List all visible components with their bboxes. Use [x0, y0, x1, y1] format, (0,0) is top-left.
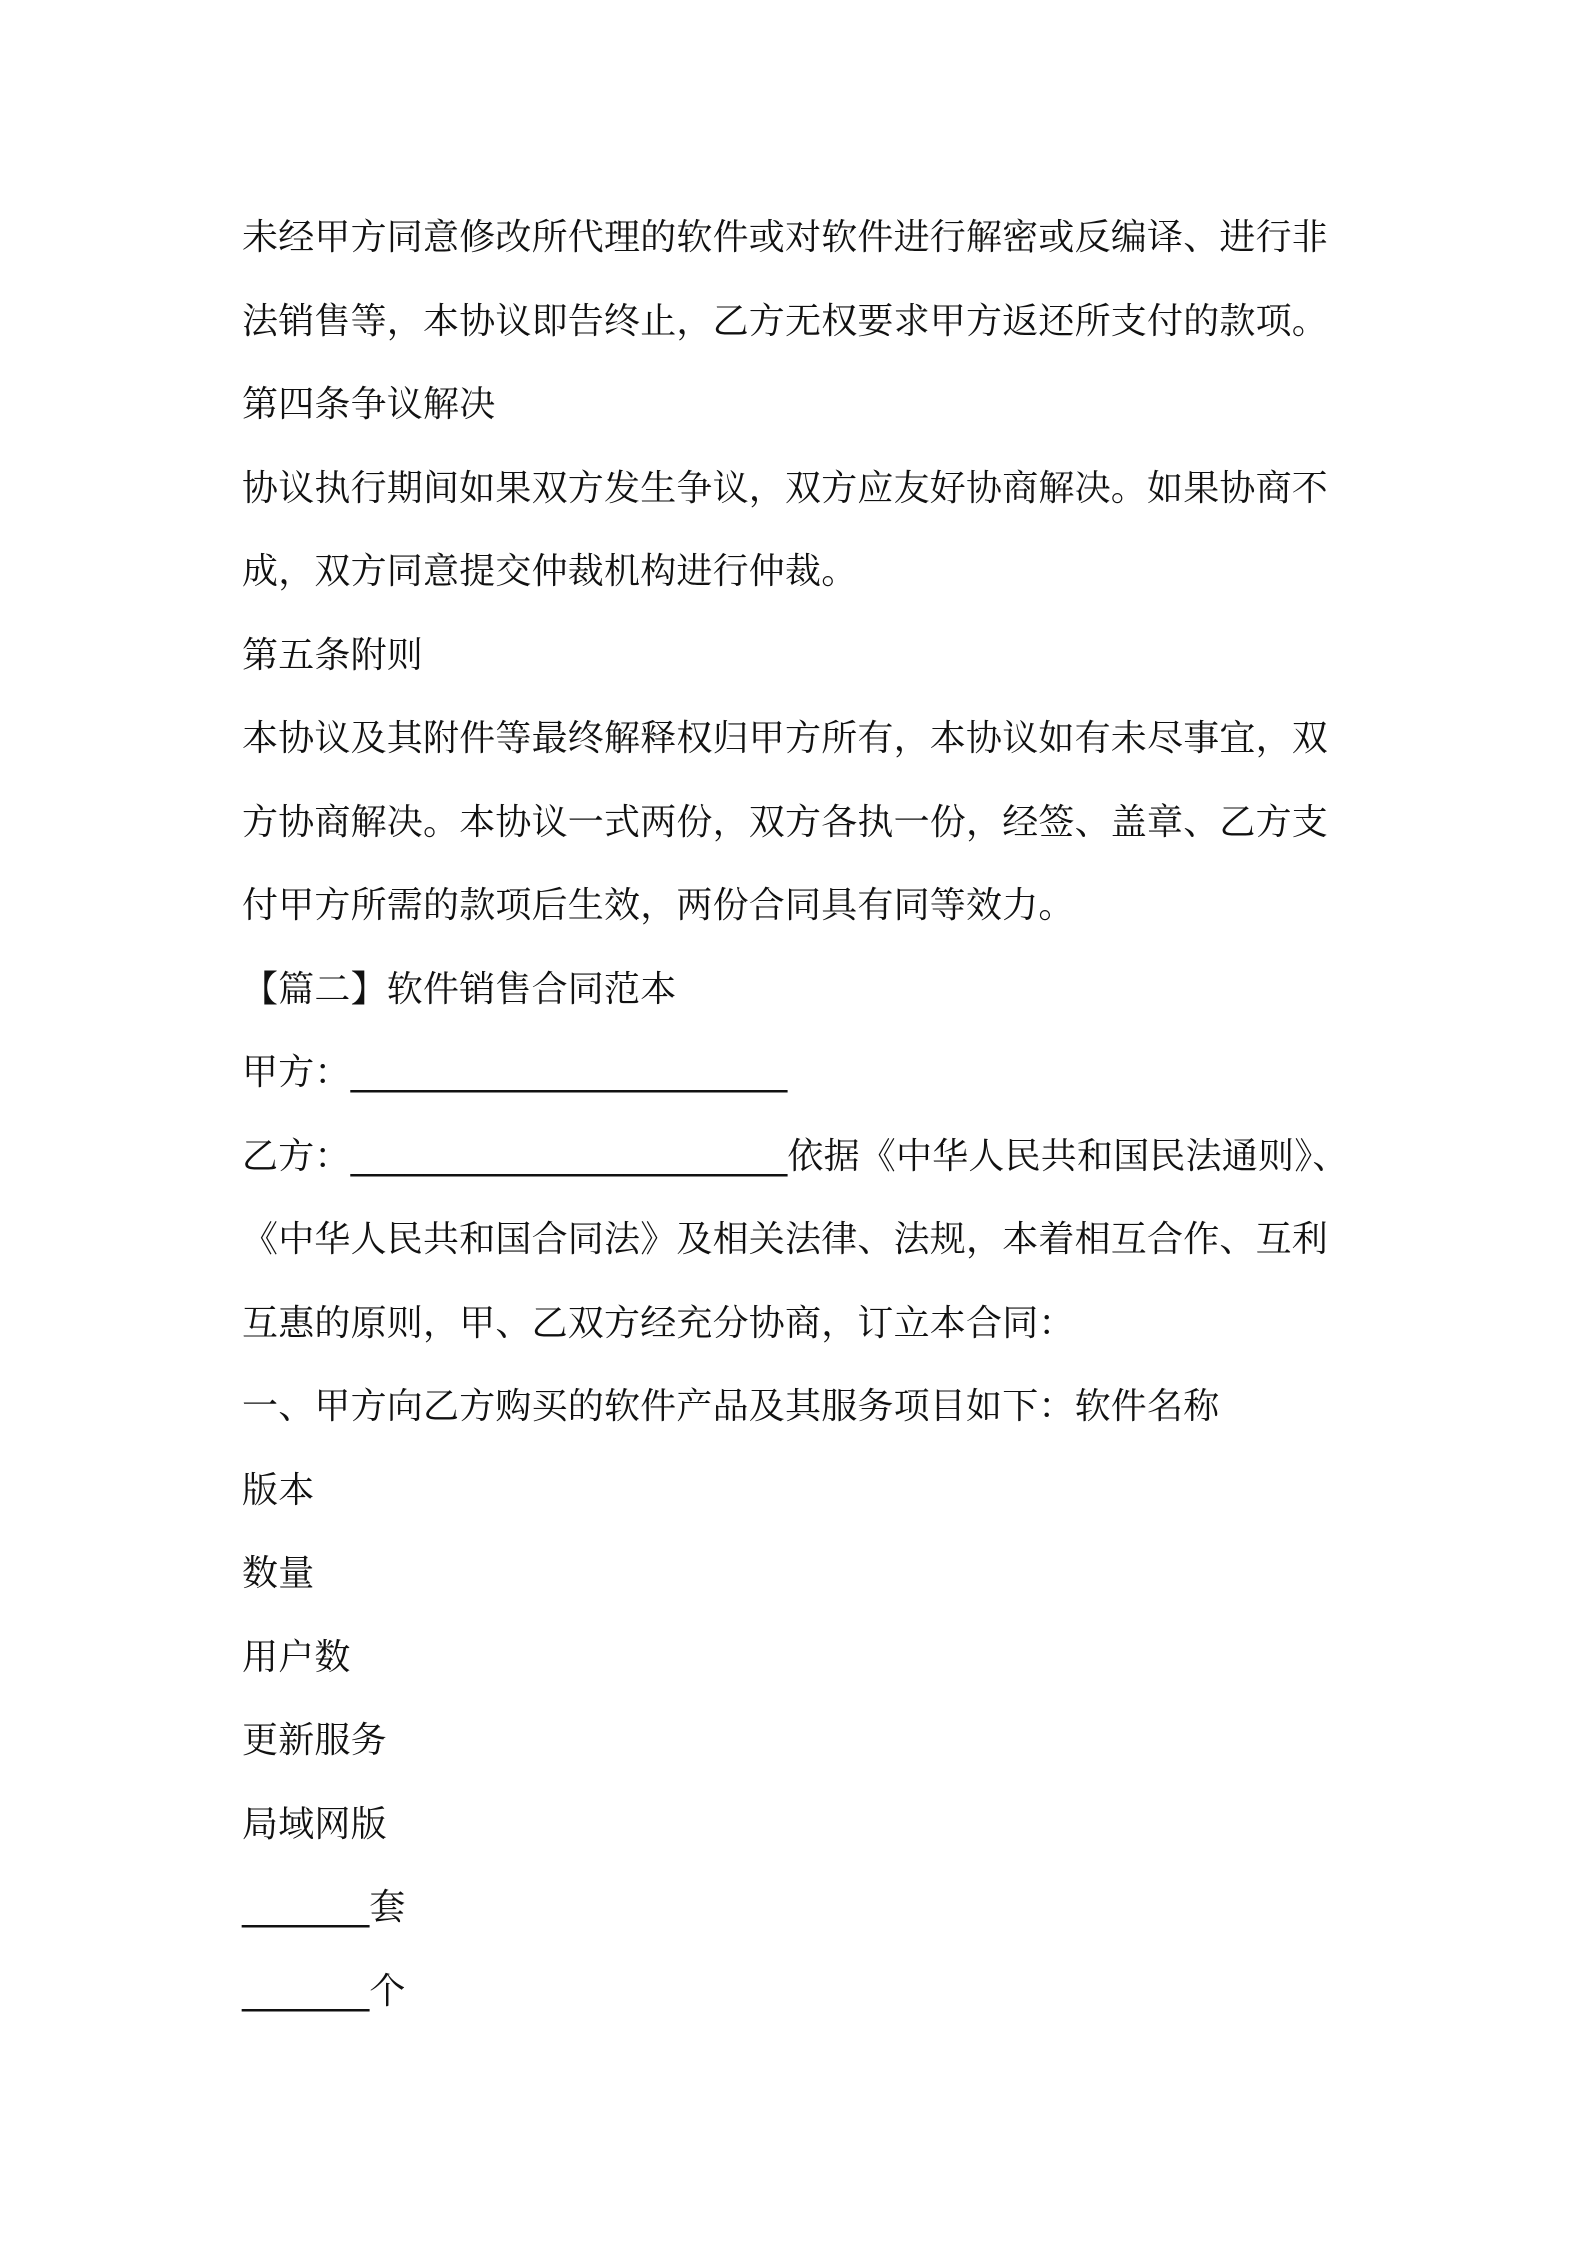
document-title: 【篇二】软件销售合同范本	[242, 968, 677, 1010]
paragraph-line: 付甲方所需的款项后生效，两份合同具有同等效力。	[242, 885, 1075, 926]
list-item: 局域网版	[242, 1803, 387, 1845]
list-item: 更新服务	[242, 1720, 387, 1761]
section-heading: 第四条争议解决	[242, 384, 496, 425]
paragraph-line: 《中华人民共和国合同法》及相关法律、法规，本着相互合作、互利	[242, 1219, 1329, 1260]
blank-field: _______套	[242, 1887, 406, 1928]
paragraph-line: 协议执行期间如果双方发生争议，双方应友好协商解决。如果协商不	[242, 467, 1329, 509]
party-b-field: 乙方：________________________依据《中华人民共和国民法通则》、	[242, 1135, 1349, 1177]
paragraph-line: 未经甲方同意修改所代理的软件或对软件进行解密或反编译、进行非	[242, 217, 1329, 258]
paragraph-line: 互惠的原则，甲、乙双方经充分协商，订立本合同：	[242, 1302, 1075, 1344]
clause-line: 一、甲方向乙方购买的软件产品及其服务项目如下：软件名称	[242, 1386, 1220, 1427]
party-a-field: 甲方：________________________	[242, 1052, 788, 1093]
paragraph-line: 本协议及其附件等最终解释权归甲方所有，本协议如有未尽事宜，双	[242, 718, 1329, 759]
blank-field: _______个	[242, 1970, 406, 2012]
paragraph-line: 法销售等，本协议即告终止，乙方无权要求甲方返还所支付的款项。	[242, 300, 1329, 342]
list-item: 数量	[242, 1553, 315, 1594]
paragraph-line: 成，双方同意提交仲裁机构进行仲裁。	[242, 551, 858, 592]
section-heading: 第五条附则	[242, 634, 424, 676]
list-item: 用户数	[242, 1636, 351, 1678]
list-item: 版本	[242, 1469, 315, 1511]
paragraph-line: 方协商解决。本协议一式两份，双方各执一份，经签、盖章、乙方支	[242, 801, 1329, 843]
document-body	[242, 196, 1362, 2033]
